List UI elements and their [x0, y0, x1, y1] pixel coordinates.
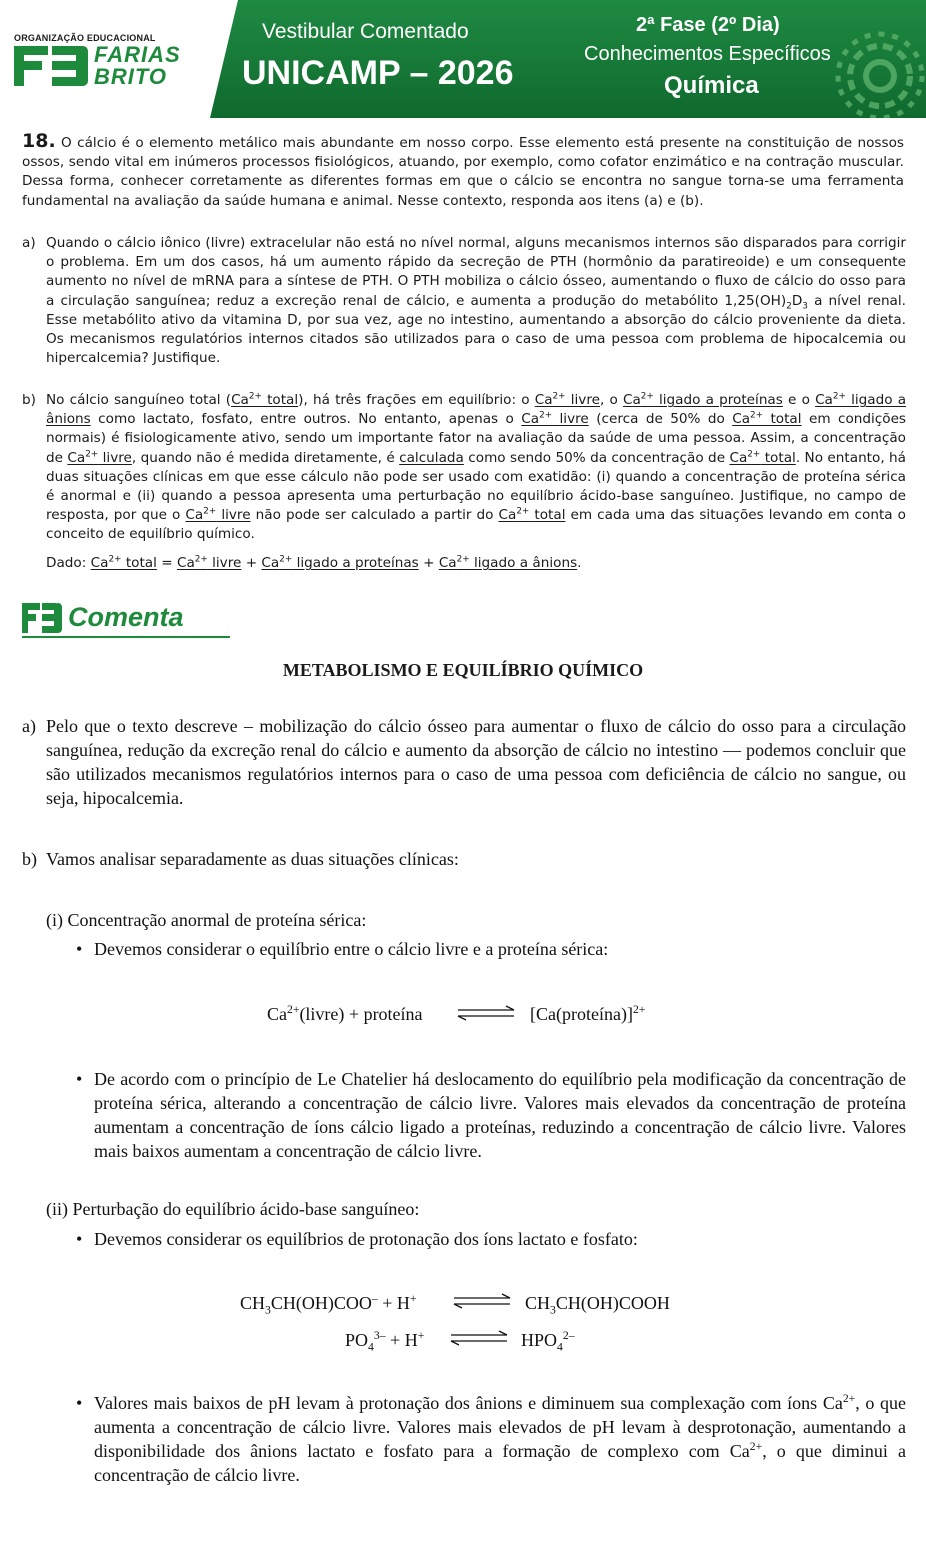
comenta-divider	[22, 636, 230, 638]
item-a-text-1: Quando o cálcio iônico (livre) extracelular não está no nível normal, alguns mecanismos internos são disparados para corrigir o problema. Em um dos casos, há um aumento rápido da secreção de PTH (hormônio da paratireoide) e um consequente aumento no nível de mRNA para a síntese de PTH. O PTH mobiliza o cálcio ósseo, aumentando o fluxo de cálcio do osso para a circulação sanguínea; reduz a excreção renal de cálcio, e aumenta a produção do metabólito 1,25(OH)	[46, 235, 906, 309]
list-item	[76, 1067, 906, 1163]
item-b-text: como lactato, fosfato, entre outros. No entanto, apenas o	[90, 411, 522, 428]
answer-b-intro: Vamos analisar separadamente as duas situações clínicas:	[46, 849, 459, 869]
item-b-text: e o	[782, 392, 816, 408]
unicamp-seal-icon	[834, 30, 926, 118]
ca-total-term: $Ca^{2+}$ total	[732, 410, 802, 428]
item-a-label: a)	[22, 235, 36, 251]
logo-org-text: ORGANIZAÇÃO EDUCACIONAL	[14, 33, 156, 43]
question-item-a	[22, 234, 906, 368]
list-item	[76, 937, 906, 961]
equation-1-left: $Ca^{2+}(livre)$ + proteína	[267, 1003, 423, 1024]
list-item	[76, 1227, 906, 1251]
answer-a-label: a)	[22, 716, 36, 736]
answer-b-label: b)	[22, 849, 37, 869]
item-b-text: ), há três frações em equilíbrio: o	[298, 392, 535, 408]
ca-total-term: $Ca^{2+}$ total	[231, 391, 299, 408]
equation-3-left: $PO_4^{3-} + H^+$	[345, 1329, 425, 1354]
answer-title: METABOLISMO E EQUILÍBRIO QUÍMICO	[282, 660, 644, 680]
equilibrium-arrow-icon	[449, 1330, 509, 1346]
header-exam-title: UNICAMP – 2026	[242, 54, 514, 92]
equation-2-left: $CH_3CH(OH)COO^- + H^+$	[240, 1292, 417, 1317]
bullet-glyph: •	[76, 1069, 83, 1089]
answer-item-b	[22, 847, 906, 871]
answer-item-a	[22, 714, 906, 810]
equation-3-right: $HPO_4^{2-}$	[521, 1329, 575, 1354]
equation-1-right: [Ca(proteína)]$^{2+}$	[530, 1003, 646, 1024]
dado-label: Dado:	[46, 555, 91, 571]
answer-a-text: Pelo que o texto descreve – mobilização do cálcio ósseo para aumentar o fluxo de cálcio do osso para a circulação sanguínea, redução da excreção renal do cálcio e aumento da absorção de cálcio no intestino — podemos concluir que são utilizados mecanismos regulatórios internos para o caso de uma pessoa com deficiência de cálcio no sangue, ou seja, hipocalcemia.	[46, 716, 906, 808]
question-number: 18.	[22, 130, 56, 152]
comenta-heading: Comenta	[68, 602, 184, 632]
page-header	[0, 0, 926, 118]
item-b-text: . No entanto, há duas situações clínicas em que esse cálculo não pode ser usado com exatidão: (i) quando a concentração de proteína sérica é anormal e (ii) quando a pessoa apresenta uma perturbação no equilíbrio ácido-base sanguíneo. Justifique, no campo de resposta, por que o	[46, 449, 907, 524]
ca-ligado-anions-term: $Ca^{2+}$ ligado a ânions	[46, 391, 907, 428]
item-b-text: No cálcio sanguíneo total (	[46, 392, 232, 408]
question-intro	[22, 132, 904, 211]
ca-ligado-anions-term: $Ca^{2+}$ ligado a ânions	[438, 554, 578, 571]
fb-comenta-icon	[22, 603, 64, 633]
logo-farias-text: FARIAS	[94, 42, 181, 67]
answer-ii-bullet-1: Devemos considerar os equilíbrios de protonação dos íons lactato e fosfato:	[94, 1229, 638, 1249]
ca-total-term: $Ca^{2+}$ total	[729, 449, 796, 466]
answer-ii-bullet-2: Valores mais baixos de pH levam à protonação dos ânions e diminuem sua complexação com íons $Ca^{2+}$, o que aumenta a concentração de cálcio livre. Valores mais elevados de pH levam à desprotonação, aumentando a disponibilidade dos ânions lactato e fosfato para a formação de complexo com $Ca^{2+}$, o que diminui a concentração de cálcio livre.	[94, 1392, 907, 1485]
item-b-text: , quando não é medida diretamente, é	[131, 449, 400, 466]
ca-total-term: $Ca^{2+}$ total	[498, 506, 566, 524]
item-b-label: b)	[22, 392, 36, 408]
header-phase: 2ª Fase (2º Dia)	[636, 14, 780, 36]
item-b-text: em cada uma das situações levando em conta o conceito de equilíbrio químico.	[46, 507, 906, 543]
answer-ii-title: (ii) Perturbação do equilíbrio ácido-base sanguíneo:	[46, 1199, 420, 1219]
item-b-text: (cerca de 50% do	[588, 411, 733, 428]
ca-ligado-proteinas-term: $Ca^{2+}$ ligado a proteínas	[622, 391, 783, 408]
ca-livre-term: $Ca^{2+}$ livre	[67, 449, 132, 466]
calculada-term: calculada	[399, 449, 464, 466]
fb-logo-icon	[14, 46, 92, 86]
list-item	[76, 1391, 906, 1487]
bullet-glyph: •	[76, 939, 83, 959]
farias-brito-logo	[0, 0, 230, 118]
equilibrium-arrow-icon	[452, 1293, 512, 1309]
logo-brito-text: BRITO	[94, 64, 168, 89]
item-a-d: D	[791, 292, 803, 309]
ca-livre-term: $Ca^{2+}$ livre	[534, 391, 600, 408]
bullet-glyph: •	[76, 1229, 83, 1249]
header-section: Conhecimentos Específicos	[584, 43, 831, 65]
answer-i-bullet-2: De acordo com o princípio de Le Chatelier há deslocamento do equilíbrio pela modificação da concentração de proteína sérica, alterando a concentração de cálcio livre. Valores mais elevados da concentração de proteína aumentam a concentração de íons cálcio ligado a proteínas, reduzindo a concentração de cálcio livre. Valores mais baixos aumentam a concentração de cálcio livre.	[94, 1069, 906, 1161]
item-b-text: em condições normais) é fisiologicamente ativo, sendo um importante fator na avaliação da saúde de uma pessoa. Assim, a concentração de	[46, 411, 907, 466]
dado-line: Dado: $Ca^{2+}$ total = $Ca^{2+}$ livre + $Ca^{2+}$ ligado a proteínas + $Ca^{2+}$ ligado a ânions.	[46, 554, 582, 571]
question-intro-text: O cálcio é o elemento metálico mais abundante em nosso corpo. Esse elemento está presente na constituição de nossos ossos, sendo vital em inúmeros processos fisiológicos, atuando, por exemplo, como cofator enzimático e na contração muscular. Dessa forma, conhecer corretamente as diferentes formas em que o cálcio se encontra no sangue torna-se uma ferramenta fundamental na avaliação da saúde humana e animal. Nesse contexto, responda aos itens (a) e (b).	[22, 135, 904, 209]
ca-livre-term: $Ca^{2+}$ livre	[176, 554, 242, 571]
item-b-text: , o	[599, 392, 623, 408]
item-a-sub1: 2	[786, 301, 792, 312]
header-subject: Química	[664, 72, 759, 99]
ca-total-term: $Ca^{2+}$ total	[90, 554, 157, 571]
header-vestibular: Vestibular Comentado	[262, 20, 469, 43]
ca-livre-term: $Ca^{2+}$ livre	[521, 410, 589, 428]
equilibrium-arrow-icon	[456, 1005, 516, 1021]
item-b-text: como sendo 50% da concentração de	[463, 449, 730, 466]
question-item-b	[22, 391, 906, 545]
ca-ligado-proteinas-term: $Ca^{2+}$ ligado a proteínas	[261, 554, 419, 571]
answer-i-title: (i) Concentração anormal de proteína sérica:	[46, 910, 367, 930]
item-b-text: não pode ser calculado a partir do	[250, 507, 499, 524]
item-a-sub2: 3	[802, 301, 808, 312]
item-a-text-2: a nível renal. Esse metabólito ativo da vitamina D, por sua vez, age no intestino, aumentando a absorção do cálcio proveniente da dieta. Os mecanismos regulatórios internos citados são utilizados para o caso de uma pessoa com problema de hipocalcemia ou hipercalcemia? Justifique.	[46, 292, 906, 367]
answer-i-bullet-1: Devemos considerar o equilíbrio entre o cálcio livre e a proteína sérica:	[94, 939, 609, 959]
equation-2-right: $CH_3CH(OH)COOH$	[525, 1293, 670, 1317]
bullet-glyph: •	[76, 1393, 83, 1413]
ca-livre-term: $Ca^{2+}$ livre	[185, 506, 251, 524]
